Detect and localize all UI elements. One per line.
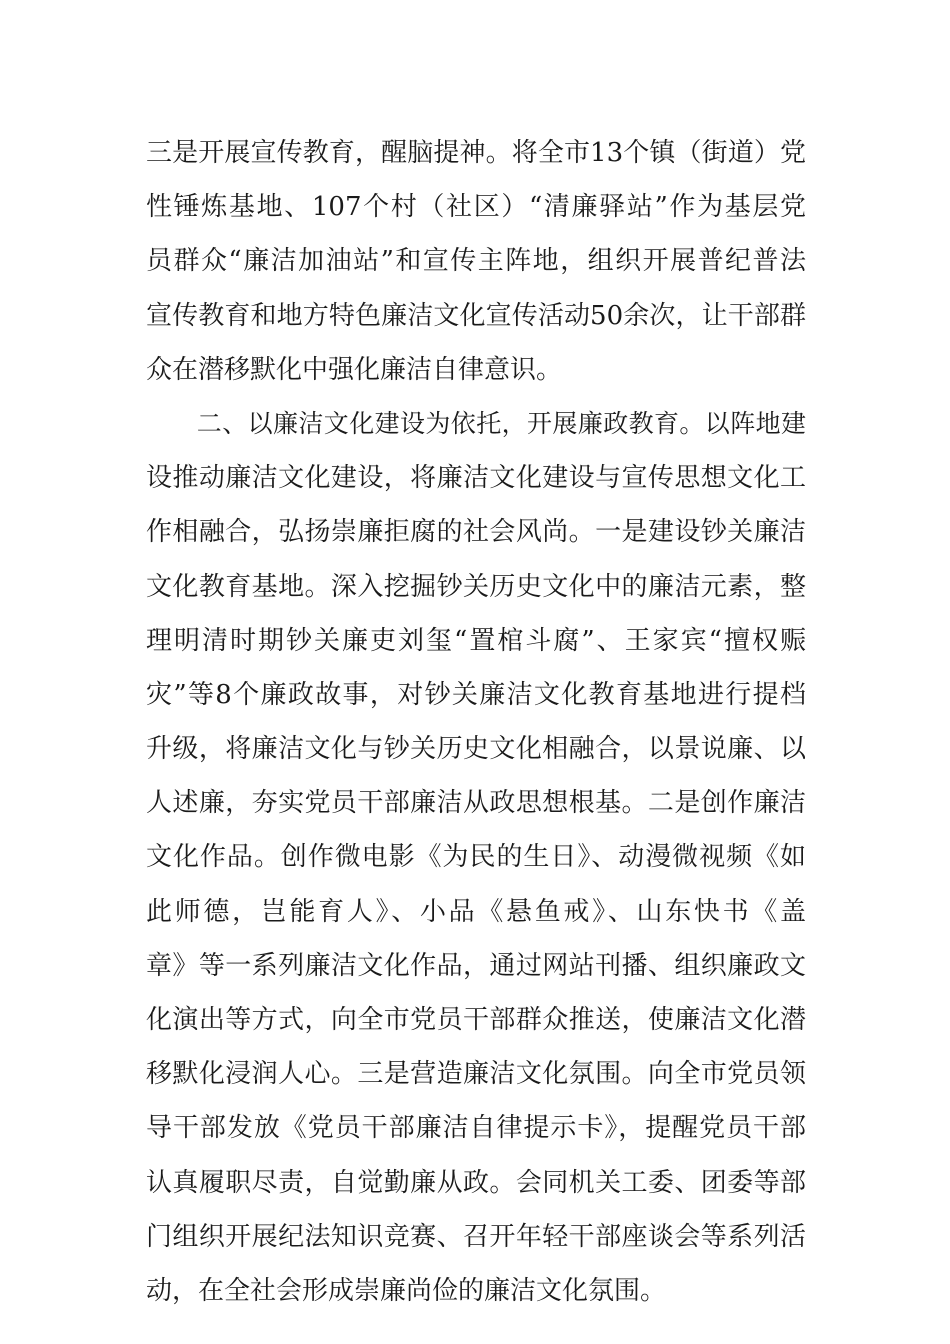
text-line-5: 众在潜移默化中强化廉洁自律意识。	[146, 354, 563, 385]
text-line-16: 章》等一系列廉洁文化作品，通过网站刊播、组织廉政文	[146, 950, 806, 981]
text-line-9: 文化教育基地。深入挖掘钞关历史文化中的廉洁元素，整	[146, 571, 806, 602]
text-line-17: 化演出等方式，向全市党员干部群众推送，使廉洁文化潜	[146, 1005, 806, 1035]
text-line-15: 此师德，岂能育人》、小品《悬鱼戒》、山东快书《盖	[146, 896, 806, 927]
text-line-18: 移默化浸润人心。三是营造廉洁文化氛围。向全市党员领	[146, 1059, 806, 1090]
document-body	[146, 129, 806, 1321]
text-line-21: 门组织开展纪法知识竞赛、召开年轻干部座谈会等系列活	[146, 1221, 806, 1252]
text-line-14: 文化作品。创作微电影《为民的生日》、动漫微视频《如	[146, 842, 806, 873]
text-line-8: 作相融合，弘扬崇廉拒腐的社会风尚。一是建设钞关廉洁	[146, 517, 806, 548]
text-line-20: 认真履职尽责，自觉勤廉从政。会同机关工委、团委等部	[146, 1167, 806, 1198]
text-line-2: 性锤炼基地、107个村（社区）“清廉驿站”作为基层党	[146, 192, 806, 223]
text-line-1: 三是开展宣传教育，醒脑提神。将全市13个镇（街道）党	[146, 138, 806, 168]
text-line-13: 人述廉，夯实党员干部廉洁从政思想根基。二是创作廉洁	[146, 788, 806, 819]
text-line-7: 设推动廉洁文化建设，将廉洁文化建设与宣传思想文化工	[146, 463, 806, 494]
text-line-4: 宣传教育和地方特色廉洁文化宣传活动50余次，让干部群	[146, 300, 806, 331]
text-line-3: 员群众“廉洁加油站”和宣传主阵地，组织开展普纪普法	[146, 246, 806, 277]
text-line-6: 二、以廉洁文化建设为依托，开展廉政教育。以阵地建	[146, 408, 806, 438]
text-line-10: 理明清时期钞关廉吏刘玺“置棺斗腐”、王家宾“擅权赈	[146, 625, 806, 656]
text-line-19: 导干部发放《党员干部廉洁自律提示卡》，提醒党员干部	[146, 1113, 806, 1144]
text-line-22: 动，在全社会形成崇廉尚俭的廉洁文化氛围。	[146, 1275, 667, 1306]
text-line-11: 灾”等8个廉政故事，对钞关廉洁文化教育基地进行提档	[146, 679, 806, 710]
text-line-12: 升级，将廉洁文化与钞关历史文化相融合，以景说廉、以	[146, 734, 806, 765]
